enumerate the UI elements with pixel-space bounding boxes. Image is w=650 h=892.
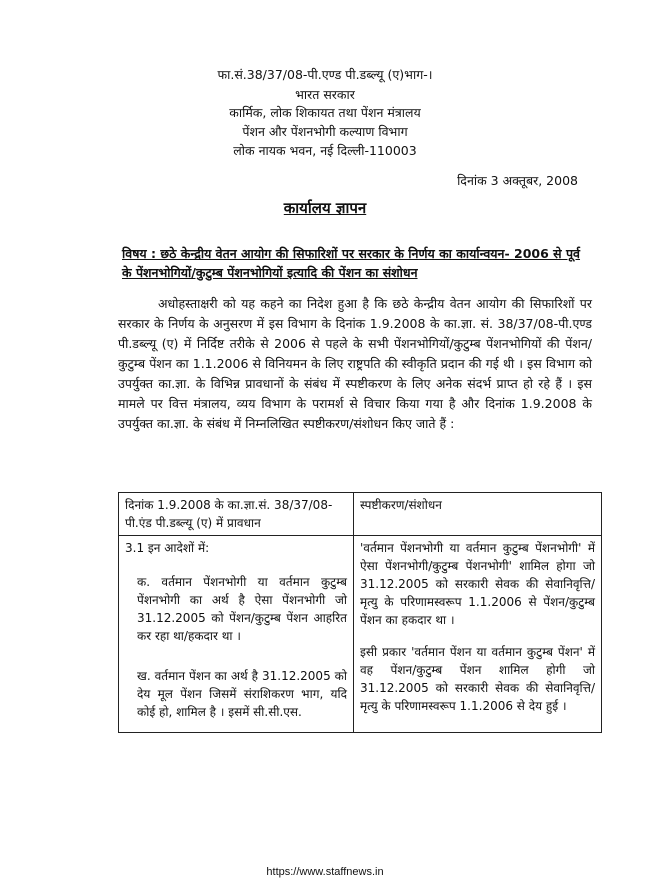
ministry-name: कार्मिक, लोक शिकायत तथा पेंशन मंत्रालय <box>229 105 421 120</box>
clarification-cell <box>354 536 602 733</box>
provision-item-b: ख. वर्तमान पेंशन का अर्थ है 31.12.2005 को देय मूल पेंशन जिसमें संराशिकरण भाग, यदि कोई हो, शामिल है । इसमें सी.सी.एस. <box>137 669 347 719</box>
memo-body-paragraph: अधोहस्ताक्षरी को यह कहने का निदेश हुआ है कि छठे केन्द्रीय वेतन आयोग की सिफारिशों पर सरकार के निर्णय के अनुसरण में इस विभाग के दिनांक 1.9.2008 के का.ज्ञा. सं. 38/37/08-पी.एण्ड पी.डब्ल्यू (ए) में निर्दिष्ट तरीके से 2006 से पहले के सभी पेंशनभोगियों/कुटुम्ब पेंशनभोगियों की पेंशन/कुटुम्ब पेंशन का 1.1.2006 से विनियमन के लिए राष्ट्रपति की स्वीकृति प्रदान की गई थी । इस विभाग को उपर्युक्त का.ज्ञा. के विभिन्न प्रावधानों के संबंध में स्पष्टीकरण के लिए अनेक संदर्भ प्राप्त हो रहे हैं । इस मामले पर वित्त मंत्रालय, व्यय विभाग के परामर्श से विचार किया गया है और दिनांक 1.9.2008 के उपर्युक्त का.ज्ञा. के संबंध में निम्नलिखित स्पष्टीकरण/संशोधन किए जाते हैं : <box>118 296 592 431</box>
clarification-table <box>118 492 602 733</box>
table-header-row <box>119 493 602 536</box>
provision-item-a: क. वर्तमान पेंशनभोगी या वर्तमान कुटुम्ब पेंशनभोगी का अर्थ है ऐसा पेंशनभोगी जो 31.12.2005 को पेंशन/कुटुम्ब पेंशन आहरित कर रहा था/हकदार था । <box>137 575 347 643</box>
table-header-provision: दिनांक 1.9.2008 के का.ज्ञा.सं. 38/37/08-पी.एंड पी.डब्ल्यू (ए) में प्रावधान <box>119 493 354 536</box>
memo-title: कार्यालय ज्ञापन <box>283 199 367 217</box>
provision-cell <box>119 536 354 733</box>
memo-subject: विषय : छठे केन्द्रीय वेतन आयोग की सिफारिशों पर सरकार के निर्णय का कार्यान्वयन- 2006 से पूर्व के पेंशनभोगियों/कुटुम्ब पेंशनभोगियों इत्यादि की पेंशन का संशोधन <box>122 246 581 280</box>
footer-url: https://www.staffnews.in <box>266 866 384 878</box>
provision-intro: 3.1 इन आदेशों में: <box>125 541 210 555</box>
department-name: पेंशन और पेंशनभोगी कल्याण विभाग <box>242 124 408 139</box>
clarification-para-2: इसी प्रकार 'वर्तमान पेंशन या वर्तमान कुटुम्ब पेंशन' में वह पेंशन/कुटुम्ब पेंशन शामिल होगी जो 31.12.2005 को सरकारी सेवक की सेवानिवृत्ति/मृत्यु के परिणामस्वरूप 1.1.2006 से देय हुई । <box>360 645 595 713</box>
office-address: लोक नायक भवन, नई दिल्ली-110003 <box>233 143 417 158</box>
file-number: फा.सं.38/37/08-पी.एण्ड पी.डब्ल्यू (ए)भाग-। <box>217 67 433 82</box>
table-row <box>119 536 602 733</box>
memo-date: दिनांक 3 अक्तूबर, 2008 <box>457 173 578 188</box>
government-name: भारत सरकार <box>295 87 355 102</box>
clarification-para-1: 'वर्तमान पेंशनभोगी या वर्तमान कुटुम्ब पेंशनभोगी' में ऐसा पेंशनभोगी/कुटुम्ब पेंशनभोगी' शामिल होगा जो 31.12.2005 को सरकारी सेवक की सेवानिवृत्ति/मृत्यु के परिणामस्वरूप 1.1.2006 से पेंशन/कुटुम्ब पेंशन का हकदार था । <box>360 541 595 627</box>
table-header-clarification: स्पष्टीकरण/संशोधन <box>354 493 602 536</box>
